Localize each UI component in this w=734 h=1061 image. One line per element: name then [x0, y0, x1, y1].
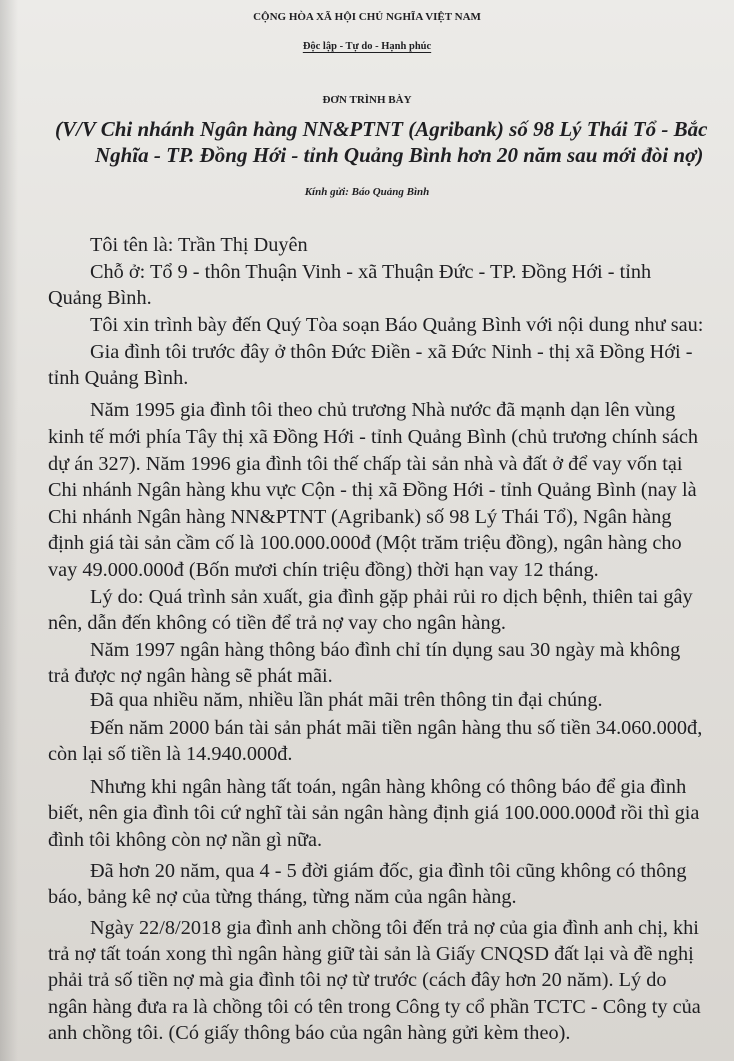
- body-line-5: Gia đình tôi trước đây ở thôn Đức Điền - xã Đức Ninh - thị xã Đồng Hới -: [90, 341, 693, 363]
- subject-line-1: (V/V Chi nhánh Ngân hàng NN&PTNT (Agribank) số 98 Lý Thái Tổ - Bắc: [55, 117, 708, 141]
- body-line-21: Nhưng khi ngân hàng tất toán, ngân hàng không có thông báo để gia đình: [90, 776, 687, 798]
- body-line-23: đình tôi không còn nợ nần gì nữa.: [48, 829, 323, 851]
- body-line-17: trả được nợ ngân hàng sẽ phát mãi.: [48, 665, 333, 687]
- body-line-12: định giá tài sản cầm cố là 100.000.000đ (Một trăm triệu đồng), ngân hàng cho: [48, 532, 682, 554]
- body-line-10: Chi nhánh Ngân hàng khu vực Cộn - thị xã Đồng Hới - tỉnh Quảng Bình (nay là: [48, 479, 697, 501]
- body-line-4: Tôi xin trình bày đến Quý Tòa soạn Báo Quảng Bình với nội dung như sau:: [90, 314, 704, 336]
- page-shadow: [0, 0, 18, 1061]
- body-line-15: nên, dẫn đến không có tiền để trả nợ vay cho ngân hàng.: [48, 612, 506, 634]
- body-line-11: Chi nhánh Ngân hàng NN&PTNT (Agribank) số 98 Lý Thái Tổ), Ngân hàng: [48, 506, 672, 528]
- body-line-26: Ngày 22/8/2018 gia đình anh chồng tôi đến trả nợ của gia đình anh chị, khi: [90, 917, 699, 939]
- body-line-8: kinh tế mới phía Tây thị xã Đồng Hới - tỉnh Quảng Bình (chủ trương chính sách: [48, 426, 699, 448]
- body-line-24: Đã hơn 20 năm, qua 4 - 5 đời giám đốc, gia đình tôi cũng không có thông: [90, 860, 687, 882]
- body-line-22: biết, nên gia đình tôi cứ nghĩ tài sản ngân hàng định giá 100.000.000đ rồi thì gia: [48, 802, 700, 824]
- body-line-25: báo, bảng kê nợ của từng tháng, từng năm của ngân hàng.: [48, 886, 517, 908]
- body-line-16: Năm 1997 ngân hàng thông báo đình chỉ tín dụng sau 30 ngày mà không: [90, 639, 681, 661]
- body-line-1: Tôi tên là: Trần Thị Duyên: [90, 234, 308, 256]
- body-line-14: Lý do: Quá trình sản xuất, gia đình gặp phải rủi ro dịch bệnh, thiên tai gây: [90, 586, 693, 608]
- body-line-2: Chỗ ở: Tổ 9 - thôn Thuận Vinh - xã Thuận Đức - TP. Đồng Hới - tỉnh: [90, 261, 652, 283]
- body-line-19: Đến năm 2000 bán tài sản phát mãi tiền ngân hàng thu số tiền 34.060.000đ,: [90, 717, 703, 739]
- body-line-6: tỉnh Quảng Bình.: [48, 367, 189, 389]
- body-line-29: ngân hàng đưa ra là chồng tôi có tên trong Công ty cổ phần TCTC - Công ty của: [48, 996, 701, 1018]
- country-header: CỘNG HÒA XÃ HỘI CHỦ NGHĨA VIỆT NAM: [253, 11, 481, 23]
- body-line-18: Đã qua nhiều năm, nhiều lần phát mãi trên thông tin đại chúng.: [90, 689, 603, 711]
- body-line-3: Quảng Bình.: [48, 287, 152, 309]
- body-line-28: phải trả số tiền nợ mà gia đình tôi nợ từ trước (cách đây hơn 20 năm). Lý do: [48, 969, 667, 991]
- motto: Độc lập - Tự do - Hạnh phúc: [302, 41, 432, 52]
- body-line-13: vay 49.000.000đ (Bốn mươi chín triệu đồng) thời hạn vay 12 tháng.: [48, 559, 599, 581]
- body-line-7: Năm 1995 gia đình tôi theo chủ trương Nhà nước đã mạnh dạn lên vùng: [90, 399, 676, 421]
- body-line-9: dự án 327). Năm 1996 gia đình tôi thế chấp tài sản nhà và đất ở để vay vốn tại: [48, 453, 683, 475]
- document-title: ĐƠN TRÌNH BÀY: [322, 94, 412, 106]
- body-line-20: còn lại số tiền là 14.940.000đ.: [48, 743, 293, 765]
- body-line-27: trả nợ tất toán xong thì ngân hàng giữ tài sản là Giấy CNQSD đất lại và đề nghị: [48, 943, 694, 965]
- recipient: Kính gửi: Báo Quảng Bình: [304, 186, 430, 198]
- subject-line-2: Nghĩa - TP. Đồng Hới - tỉnh Quảng Bình hơn 20 năm sau mới đòi nợ): [95, 143, 704, 167]
- body-line-30: anh chồng tôi. (Có giấy thông báo của ngân hàng gửi kèm theo).: [48, 1022, 571, 1044]
